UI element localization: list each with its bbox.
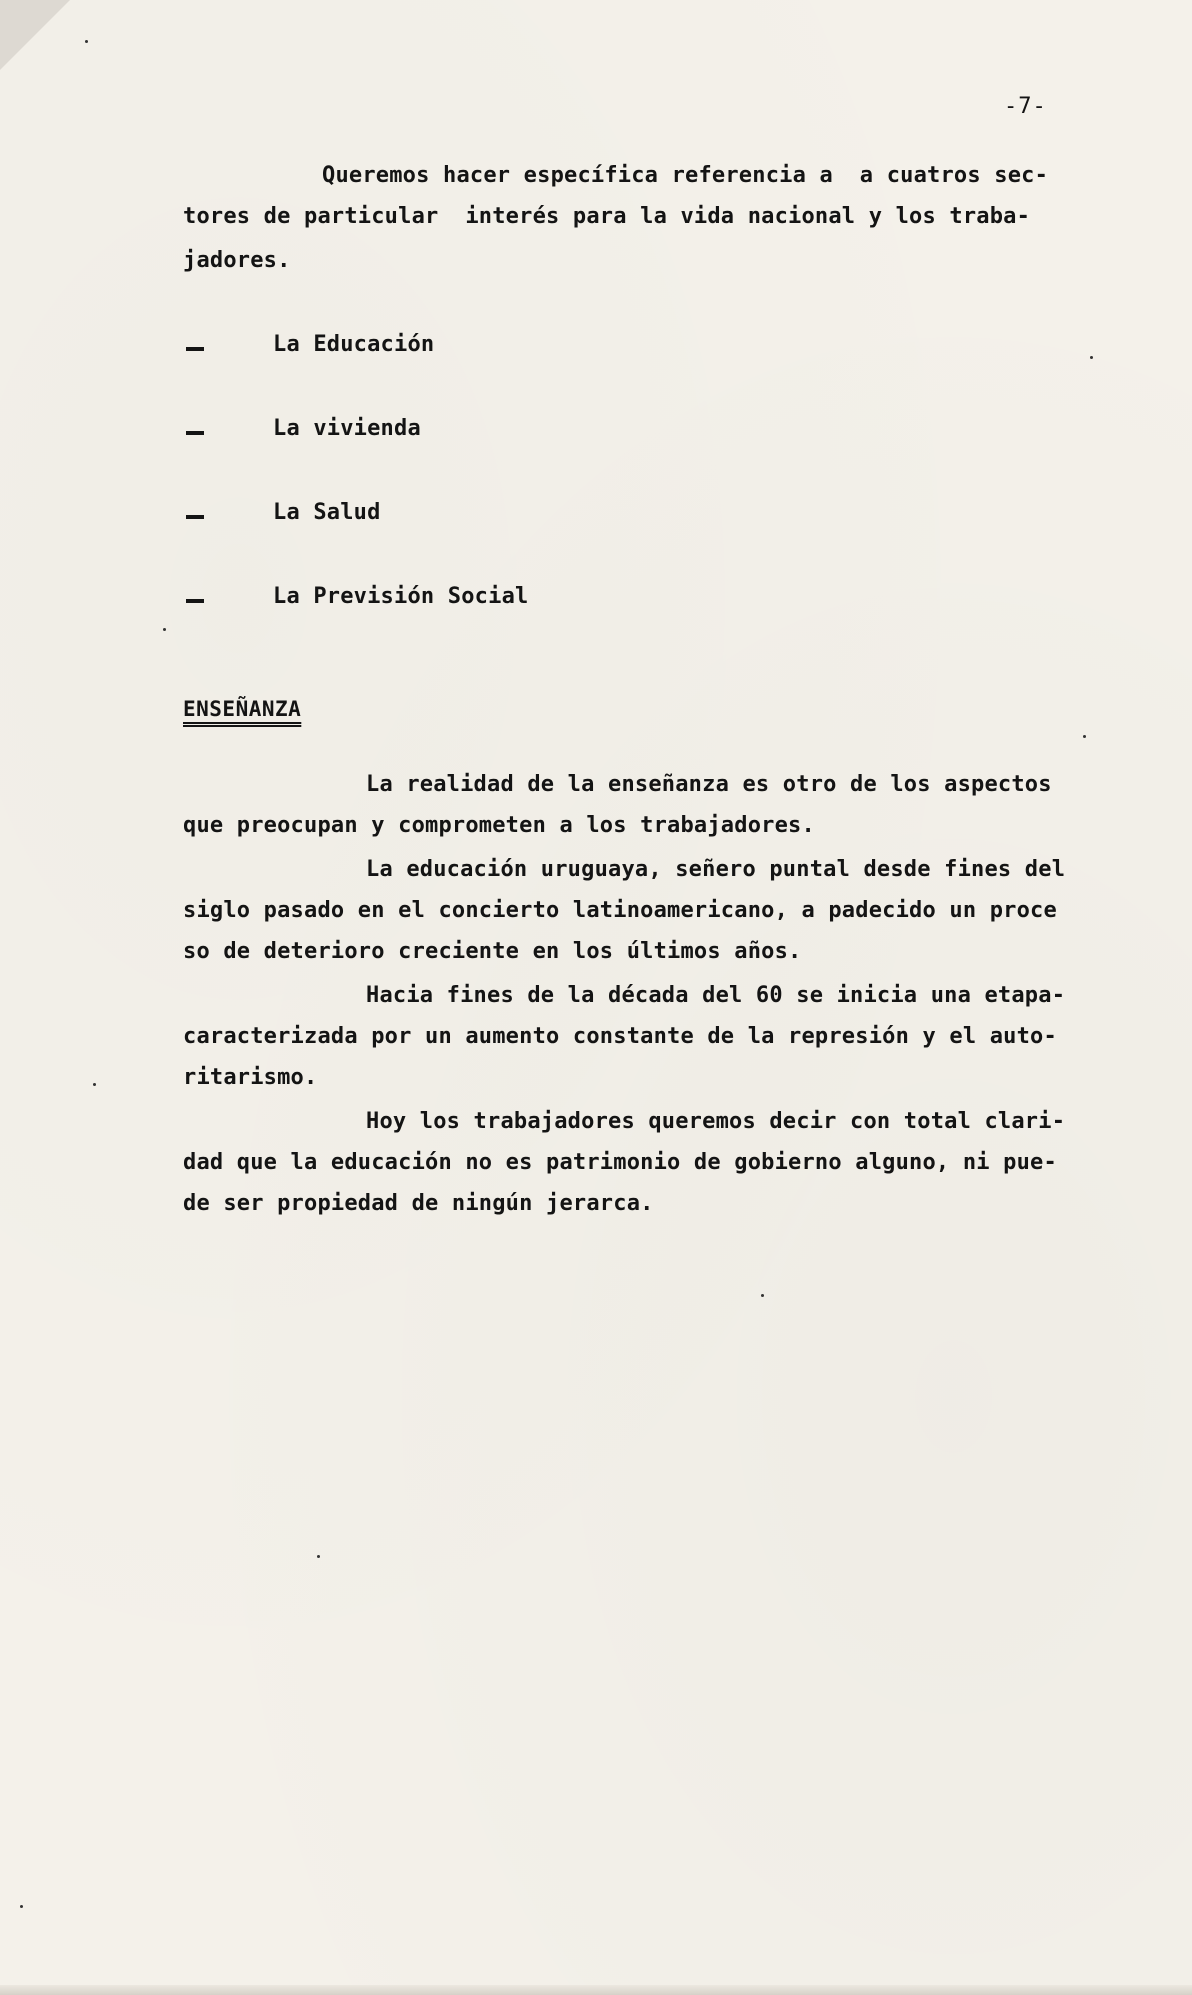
list-bullet-dash — [186, 431, 204, 435]
folded-corner — [0, 0, 70, 70]
paper-speck — [1090, 356, 1093, 359]
body-line: La realidad de la enseñanza es otro de los aspectos — [366, 772, 1052, 797]
body-line: siglo pasado en el concierto latinoamericano, a padecido un proce — [183, 898, 1057, 923]
paper-speck — [93, 1083, 96, 1086]
paper-speck — [317, 1555, 320, 1558]
paper-speck — [1083, 735, 1086, 738]
sector-item-housing: La vivienda — [273, 416, 421, 441]
intro-line-1: Queremos hacer específica referencia a a cuatros sec- — [322, 163, 1049, 188]
list-bullet-dash — [186, 347, 204, 351]
body-line: que preocupan y comprometen a los trabajadores. — [183, 813, 815, 838]
intro-line-2: tores de particular interés para la vida nacional y los traba- — [183, 204, 1031, 229]
paper-speck — [761, 1294, 764, 1297]
body-line: Hacia fines de la década del 60 se inicia una etapa- — [366, 983, 1066, 1008]
intro-line-3: jadores. — [183, 248, 291, 273]
sector-item-social-security: La Previsión Social — [273, 584, 529, 609]
sector-item-education: La Educación — [273, 332, 435, 357]
body-line: dad que la educación no es patrimonio de gobierno alguno, ni pue- — [183, 1150, 1057, 1175]
paper-speck — [85, 40, 88, 43]
section-heading: ENSEÑANZA — [183, 697, 302, 721]
body-line: ritarismo. — [183, 1065, 318, 1090]
list-bullet-dash — [186, 599, 204, 603]
body-line: Hoy los trabajadores queremos decir con total clari- — [366, 1109, 1066, 1134]
body-line: so de deterioro creciente en los últimos años. — [183, 939, 802, 964]
page-number: -7- — [1004, 94, 1047, 119]
page-bottom-edge — [0, 1985, 1192, 1995]
body-line: caracterizada por un aumento constante de la represión y el auto- — [183, 1024, 1057, 1049]
sector-item-health: La Salud — [273, 500, 381, 525]
paper-speck — [20, 1905, 23, 1908]
body-line: de ser propiedad de ningún jerarca. — [183, 1191, 654, 1216]
body-line: La educación uruguaya, señero puntal desde fines del — [366, 857, 1066, 882]
list-bullet-dash — [186, 515, 204, 519]
paper-speck — [163, 628, 166, 631]
